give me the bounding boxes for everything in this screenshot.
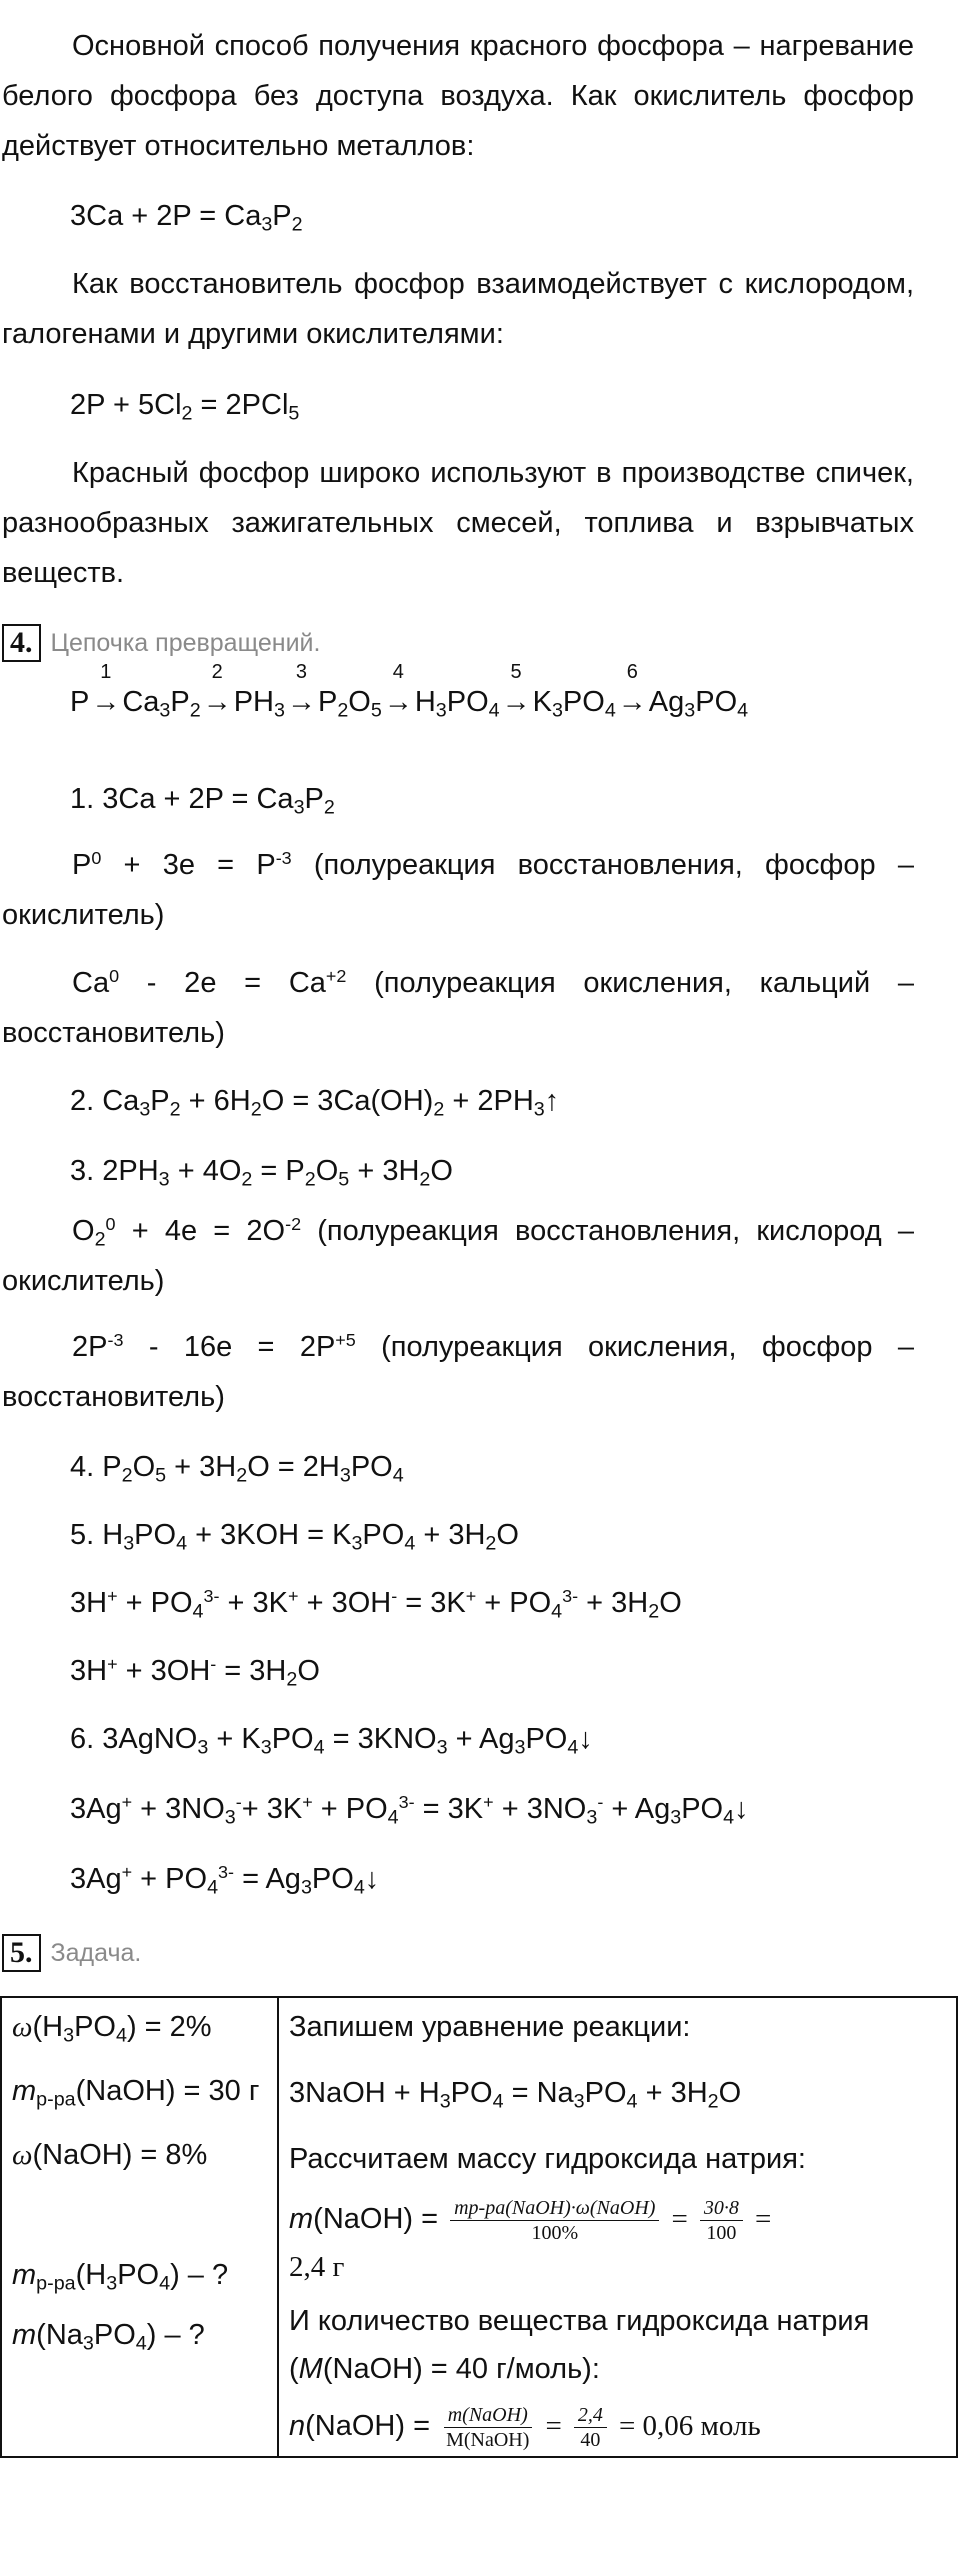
section-4-heading bbox=[2, 624, 320, 662]
given-2: $m_{р-ра}(NaOH) = 30$ г bbox=[12, 2075, 260, 2111]
given-3: ω(NaOH) = 8% bbox=[12, 2139, 208, 2171]
intro-equation-1: $3Ca + 2P = Ca_3P_2$ bbox=[70, 200, 303, 236]
section-4-title: Цепочка превращений. bbox=[50, 628, 321, 657]
chain-arrow-2: → 2 bbox=[202, 661, 232, 718]
solution-moles-calc: n(NaOH) = $\frac{\text{m(NaOH)}}{\text{M(NaOH)}}$ = $\frac{2,4}{40}$ = 0,06 моль bbox=[289, 2404, 761, 2451]
reaction-6-ionic-short: $3Ag^+ + PO_4^{3-}$ = $Ag_3PO_4↓$ bbox=[70, 1862, 380, 1899]
reaction-1: 1. $3Ca + 2P = Ca_3P_2$ bbox=[70, 783, 335, 819]
given-cell bbox=[1, 1997, 278, 2457]
chain-arrow-4: → 4 bbox=[383, 661, 413, 718]
half-reaction-3b: $2P^{-3} - 16e = 2P^{+5}$ (полуреакция окисления, фосфор – восстановитель) bbox=[2, 1330, 914, 1413]
solution-cell bbox=[278, 1997, 957, 2457]
section-5-title: Задача. bbox=[50, 1938, 142, 1967]
solution-mass-calc: m(NaOH) = $\frac{\text{mр-ра(NaOH)·ω(NaOH)}}{100\%}$ = $\frac{30\cdot 8}{100}$ = 2,4 г bbox=[289, 2197, 772, 2283]
reaction-6: 6. 3AgNO$_3$ + $K_3PO_4 = 3KNO_3$ + $Ag_3PO_4↓$ bbox=[70, 1723, 593, 1759]
chain-arrow-6: → 6 bbox=[617, 661, 647, 718]
fraction-moles-formula: $\frac{\text{m(NaOH)}}{\text{M(NaOH)}}$ bbox=[442, 2403, 533, 2452]
find-2: $m(Na_3PO_4)$ – ? bbox=[12, 2319, 205, 2355]
task-table bbox=[0, 1996, 958, 2458]
solution-step-5: И количество вещества гидроксида натрия (M(NaOH) = 40 г/моль): bbox=[289, 2305, 870, 2385]
reaction-5-ionic-short: $3H^+ + 3OH^- = 3H_2O$ bbox=[70, 1654, 320, 1691]
fraction-mass-values: $\frac{30\cdot 8}{100}$ bbox=[700, 2196, 743, 2245]
section-5-number: 5. bbox=[2, 1934, 41, 1972]
reaction-4: 4. $P_2O_5 + 3H_2O = 2H_3PO_4$ bbox=[70, 1451, 404, 1487]
half-reaction-1a: $P^0 + 3e = P^{-3}$ (полуреакция восстановления, фосфор – окислитель) bbox=[2, 848, 915, 931]
moles-result: 0,06 моль bbox=[642, 2410, 761, 2443]
solution-step-1: Запишем уравнение реакции: bbox=[289, 2011, 691, 2043]
transformation-chain: P→ 1 $Ca_3P_2\to$ 2 $PH_3\to$ 3 $P_2O_5\to$ 4 $H_3PO_4\to$ 5 $K_3PO_4\to$ 6 $Ag_3PO_4$ bbox=[70, 661, 749, 722]
intro-paragraph-2: Как восстановитель фосфор взаимодействует с кислородом, галогенами и другими окислителями: bbox=[2, 268, 914, 350]
solution-step-3: Рассчитаем массу гидроксида натрия: bbox=[289, 2143, 806, 2175]
solution-equation: 3NaOH + $H_3PO_4 = Na_3PO_4 + 3H_2O$ bbox=[289, 2077, 742, 2113]
chain-arrow-1: → 1 bbox=[91, 661, 121, 718]
chain-arrow-5: → 5 bbox=[501, 661, 531, 718]
given-1: $\omega(H_3PO_4) = 2\%$ bbox=[12, 2011, 212, 2047]
intro-equation-2: $2P + 5Cl_2 = 2PCl_5$ bbox=[70, 389, 300, 425]
reaction-2: 2. $Ca_3P_2 + 6H_2O = 3Ca(OH)_2$ + $2PH_3↑$ bbox=[70, 1085, 560, 1121]
half-reaction-3a: $O_2^0 + 4e = 2O^{-2}$ (полуреакция восстановления, кислород – окислитель) bbox=[2, 1214, 914, 1297]
reaction-5-ionic-full: $3H^+ + PO_4^{3-} + 3K^+ + 3OH^- = 3K^+ + PO_4^{3-} + 3H_2O$ bbox=[70, 1586, 682, 1623]
section-4-number: 4. bbox=[2, 624, 41, 662]
reaction-5: 5. $H_3PO_4 + 3KOH = K_3PO_4 + 3H_2O$ bbox=[70, 1519, 519, 1555]
find-1: $m_{р-ра}(H_3PO_4)$ – ? bbox=[12, 2259, 229, 2295]
chain-arrow-3: → 3 bbox=[286, 661, 316, 718]
fraction-mass-formula: $\frac{\text{mр-ра(NaOH)·ω(NaOH)}}{100\%}$ bbox=[450, 2196, 659, 2245]
intro-paragraph-3: Красный фосфор широко используют в производстве спичек, разнообразных зажигательных смесей, топлива и взрывчатых веществ. bbox=[2, 457, 914, 589]
reaction-6-ionic-full: $3Ag^+ + 3NO_3^-+ 3K^+ + PO_4^{3-} = 3K^+ + 3NO_3^-$ + $Ag_3PO_4↓$ bbox=[70, 1792, 749, 1829]
section-5-heading bbox=[2, 1934, 141, 1972]
fraction-moles-values: $\frac{2,4}{40}$ bbox=[574, 2403, 607, 2452]
half-reaction-1b: $Ca^0 - 2e = Ca^{+2}$ (полуреакция окисления, кальций – восстановитель) bbox=[2, 966, 914, 1049]
mass-result: 2,4 г bbox=[289, 2251, 345, 2283]
reaction-3: 3. $2PH_3 + 4O_2 = P_2O_5 + 3H_2O$ bbox=[70, 1155, 453, 1191]
intro-paragraph-1: Основной способ получения красного фосфора – нагревание белого фосфора без доступа воздуха. Как окислитель фосфор действует относительно металлов: bbox=[2, 30, 914, 162]
